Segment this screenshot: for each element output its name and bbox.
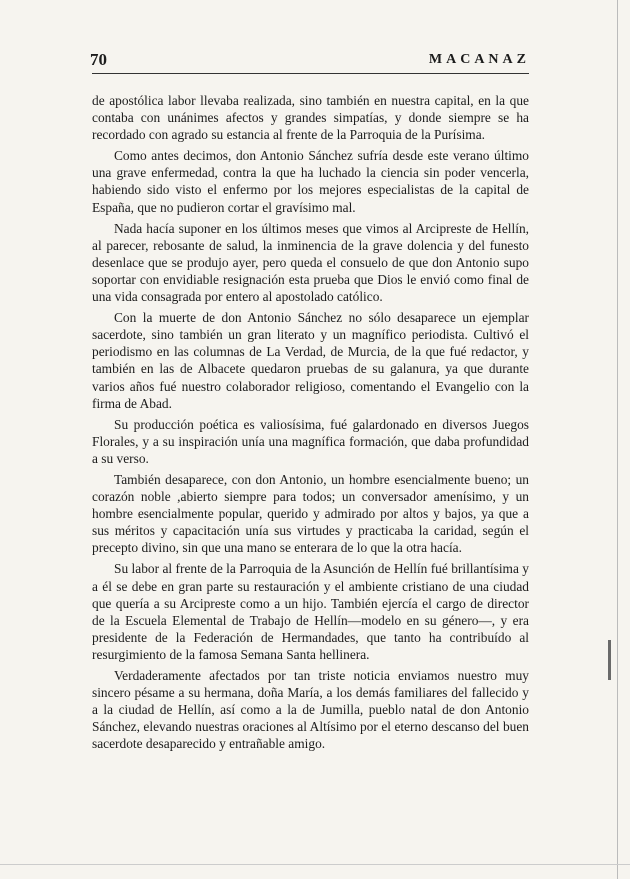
scan-mark [608, 640, 611, 680]
header-rule [92, 73, 529, 74]
paragraph: Verdaderamente afectados por tan triste noticia enviamos nuestro muy sincero pésame a su hermana, doña María, a los demás familiares del fallecido y a la ciudad de Hellín, así como a la de Jumilla, pueblo natal de don Antonio Sánchez, elevando nuestras oraciones al Altísimo por el eterno descanso del buen sacerdote desaparecido y entrañable amigo. [92, 668, 529, 752]
article-body [92, 92, 529, 756]
paragraph: Su labor al frente de la Parroquia de la Asunción de Hellín fué brillantísima y a él se debe en gran parte su restauración y el ambiente cristiano de una ciudad que quería a su Arcipreste como a un hijo. También ejercía el cargo de director de la Escuela Elemental de Trabajo de Hellín—modelo en su género—, y era presidente de la Federación de Hermandades, que tanto ha contribuído al resurgimiento de la famosa Semana Santa hellinera. [92, 561, 529, 662]
bottom-edge-line [0, 864, 630, 865]
paragraph: Su producción poética es valiosísima, fué galardonado en diversos Juegos Florales, y a su inspiración unía una magnífica formación, que daba profundidad a su verso. [92, 416, 529, 466]
paragraph: También desaparece, con don Antonio, un hombre esencialmente bueno; un corazón noble ,abierto siempre para todos; un conversador amenísimo, y un hombre esencialmente popular, querido y admirado por altos y bajos, ya que a sus méritos y capacitación unía sus virtudes y practicaba la caridad, según el precepto divino, sin que una mano se enterara de lo que la otra hacía. [92, 471, 529, 556]
paragraph: Como antes decimos, don Antonio Sánchez sufría desde este verano último una grave enfermedad, contra la que ha luchado la ciencia sin poder vencerla, habiendo sido visto el enfermo por los mejores especialistas de la capital de España, que no pudieron cortar el gravísimo mal. [92, 148, 529, 215]
page-header [90, 50, 530, 72]
page-number: 70 [90, 50, 107, 69]
paragraph: Nada hacía suponer en los últimos meses que vimos al Arcipreste de Hellín, al parecer, rebosante de salud, la inminencia de la grave dolencia y del funesto desenlace que se produjo ayer, pero queda el consuelo de que don Antonio supo soportar con envidiable resignación esta prueba que Dios le envió como final de una vida consagrada por entero al apostolado católico. [92, 220, 529, 305]
paragraph: Con la muerte de don Antonio Sánchez no sólo desaparece un ejemplar sacerdote, sino también un gran literato y un magnífico periodista. Cultivó el periodismo en las columnas de La Verdad, de Murcia, de la que fué redactor, y también en las de Albacete quedaron pruebas de su galanura, ya que durante varios años fué nuestro colaborador religioso, comentando el Evangelio con la firma de Abad. [92, 310, 529, 411]
running-head: MACANAZ [428, 52, 530, 67]
page-edge-line [617, 0, 618, 879]
paragraph: de apostólica labor llevaba realizada, sino también en nuestra capital, en la que contaba con unánimes afectos y grandes simpatías, y donde siempre se ha recordado con agrado su estancia al frente de la Parroquia de la Purísima. [92, 93, 529, 143]
